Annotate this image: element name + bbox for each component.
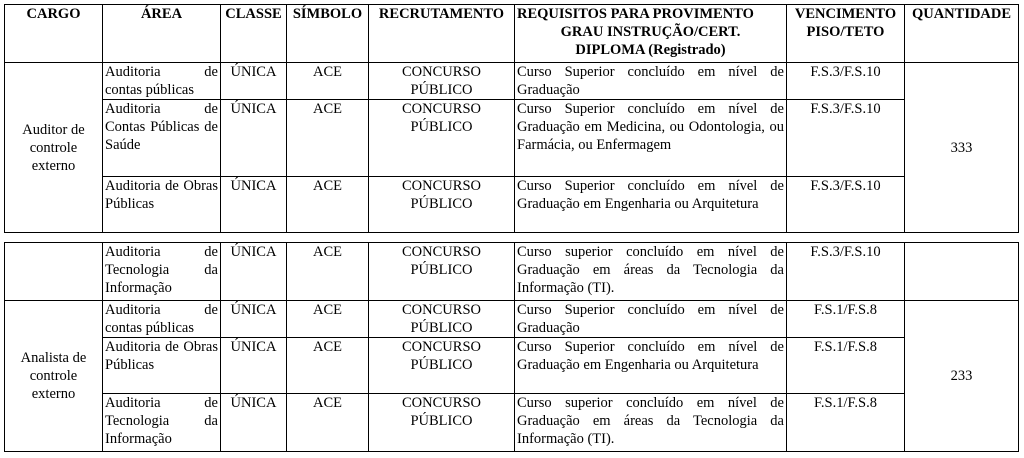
header-row xyxy=(5,5,1019,63)
table-row xyxy=(5,301,1019,338)
vencimento-cell: F.S.3/F.S.10 xyxy=(787,63,905,100)
header-vencimento-line1: VENCIMENTO xyxy=(794,6,897,22)
recrutamento-cell: CONCURSO PÚBLICO xyxy=(369,394,515,452)
vencimento-cell: F.S.1/F.S.8 xyxy=(787,394,905,452)
table-row xyxy=(5,63,1019,100)
requisitos-cell: Curso Superior concluído em nível de Graduação em Engenharia ou Arquitetura xyxy=(515,338,787,394)
area-cell: Auditoria de Obras Públicas xyxy=(103,338,221,394)
header-requisitos-line1: REQUISITOS PARA PROVIMENTO xyxy=(517,6,754,22)
header-vencimento-line2: PISO/TETO xyxy=(806,24,885,40)
simbolo-cell: ACE xyxy=(287,63,369,100)
area-cell: Auditoria de Obras Públicas xyxy=(103,177,221,233)
requisitos-cell: Curso superior concluído em nível de Graduação em áreas da Tecnologia da Informação (TI). xyxy=(515,243,787,301)
cargo-cell: Analista de controle externo xyxy=(5,301,103,452)
cargo-cell: Auditor de controle externo xyxy=(5,63,103,233)
header-area: ÁREA xyxy=(103,5,221,63)
simbolo-cell: ACE xyxy=(287,243,369,301)
recrutamento-cell: CONCURSO PÚBLICO xyxy=(369,63,515,100)
requisitos-cell: Curso Superior concluído em nível de Graduação xyxy=(515,301,787,338)
table-row xyxy=(5,177,1019,233)
header-recrutamento: RECRUTAMENTO xyxy=(369,5,515,63)
classe-cell: ÚNICA xyxy=(221,63,287,100)
simbolo-cell: ACE xyxy=(287,338,369,394)
classe-cell: ÚNICA xyxy=(221,394,287,452)
recrutamento-cell: CONCURSO PÚBLICO xyxy=(369,100,515,177)
area-cell: Auditoria de Contas Públicas de Saúde xyxy=(103,100,221,177)
recrutamento-cell: CONCURSO PÚBLICO xyxy=(369,177,515,233)
requisitos-cell: Curso Superior concluído em nível de Graduação xyxy=(515,63,787,100)
vencimento-cell: F.S.1/F.S.8 xyxy=(787,301,905,338)
table-row xyxy=(5,394,1019,452)
quantidade-cell-empty xyxy=(905,243,1019,301)
header-quantidade: QUANTIDADE xyxy=(905,5,1019,63)
requisitos-cell: Curso Superior concluído em nível de Graduação em Medicina, ou Odontologia, ou Farmácia, ou Enfermagem xyxy=(515,100,787,177)
recrutamento-cell: CONCURSO PÚBLICO xyxy=(369,338,515,394)
quantidade-cell: 333 xyxy=(905,63,1019,233)
classe-cell: ÚNICA xyxy=(221,243,287,301)
vencimento-cell: F.S.1/F.S.8 xyxy=(787,338,905,394)
vencimento-cell: F.S.3/F.S.10 xyxy=(787,177,905,233)
area-cell: Auditoria de contas públicas xyxy=(103,301,221,338)
header-classe: CLASSE xyxy=(221,5,287,63)
positions-table-top xyxy=(4,4,1019,233)
area-cell: Auditoria de Tecnologia da Informação xyxy=(103,394,221,452)
header-requisitos-line3: DIPLOMA (Registrado) xyxy=(575,42,726,58)
positions-table-bottom xyxy=(4,242,1019,452)
requisitos-cell: Curso superior concluído em nível de Graduação em áreas da Tecnologia da Informação (TI). xyxy=(515,394,787,452)
simbolo-cell: ACE xyxy=(287,100,369,177)
header-cargo: CARGO xyxy=(5,5,103,63)
header-requisitos xyxy=(515,5,787,63)
header-simbolo: SÍMBOLO xyxy=(287,5,369,63)
requisitos-cell: Curso Superior concluído em nível de Graduação em Engenharia ou Arquitetura xyxy=(515,177,787,233)
recrutamento-cell: CONCURSO PÚBLICO xyxy=(369,243,515,301)
table-row xyxy=(5,338,1019,394)
area-cell: Auditoria de Tecnologia da Informação xyxy=(103,243,221,301)
classe-cell: ÚNICA xyxy=(221,177,287,233)
recrutamento-cell: CONCURSO PÚBLICO xyxy=(369,301,515,338)
header-requisitos-line2: GRAU INSTRUÇÃO/CERT. xyxy=(560,24,741,40)
simbolo-cell: ACE xyxy=(287,177,369,233)
classe-cell: ÚNICA xyxy=(221,338,287,394)
vencimento-cell: F.S.3/F.S.10 xyxy=(787,100,905,177)
table-row xyxy=(5,100,1019,177)
area-cell: Auditoria de contas públicas xyxy=(103,63,221,100)
simbolo-cell: ACE xyxy=(287,301,369,338)
simbolo-cell: ACE xyxy=(287,394,369,452)
quantidade-cell: 233 xyxy=(905,301,1019,452)
vencimento-cell: F.S.3/F.S.10 xyxy=(787,243,905,301)
header-vencimento xyxy=(787,5,905,63)
cargo-cell-empty xyxy=(5,243,103,301)
classe-cell: ÚNICA xyxy=(221,100,287,177)
classe-cell: ÚNICA xyxy=(221,301,287,338)
table-row xyxy=(5,243,1019,301)
